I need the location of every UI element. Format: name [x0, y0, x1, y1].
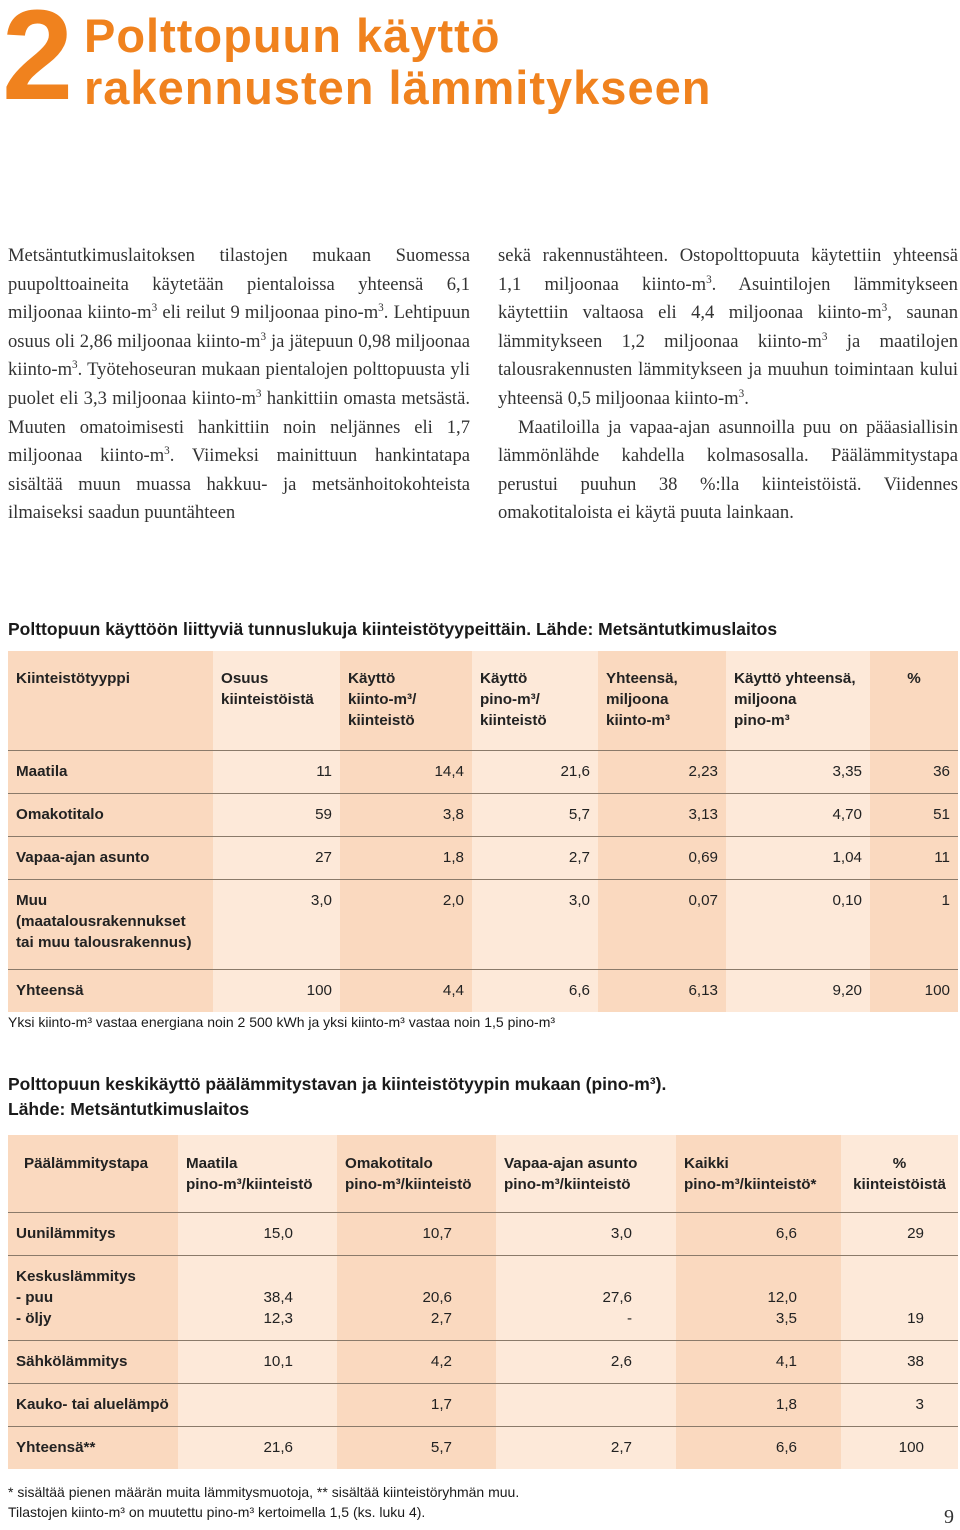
table1-cell-line-0: 11: [934, 849, 950, 866]
table1-row: [8, 880, 958, 970]
table1-cell: [870, 880, 958, 970]
table2-header-5: [841, 1135, 958, 1213]
table2-cell: [337, 1256, 496, 1341]
body-paragraph-1-g-left: . Viimeksi mainittuun hankintatapa sisältää muun muassa hakkuu- ja metsänhoitokohteista ilmaiseksi saadun puuntähteen: [8, 445, 470, 524]
table1-header-6: [870, 651, 958, 751]
table2-header-0: [8, 1135, 178, 1213]
table1-cell-line-0: 2,7: [568, 849, 590, 866]
table1-header-2-line-1: kiinto-m³/: [348, 691, 417, 708]
table1-header-5-line-0: Käyttö yhteensä,: [734, 670, 856, 687]
table2-cell-line-0: 3,0: [610, 1225, 632, 1242]
table1-row-label-line-1: (maatalousrakennukset: [16, 913, 186, 930]
table2-cell-line-2: 2,7: [430, 1310, 452, 1327]
table2-header-5-line-0: %: [892, 1155, 907, 1172]
table2-header-4-line-1: pino-m³/kiinteistö*: [684, 1176, 817, 1193]
table1-cell: [213, 794, 340, 837]
table1-cell: [213, 837, 340, 880]
table1-cell: [472, 970, 598, 1012]
table2-cell-line-0: 1,7: [430, 1396, 452, 1413]
table2-row-label-line-0: Keskuslämmitys: [16, 1268, 136, 1285]
table2-cell-line-2: -: [626, 1310, 632, 1327]
chapter-title: [84, 10, 711, 114]
table2-header-3: [496, 1135, 676, 1213]
table2-footnote-2: Tilastojen kiinto-m³ on muutettu pino-m³ kertoimella 1,5 (ks. luku 4).: [8, 1504, 426, 1520]
table2-cell-line-0: [684, 1266, 797, 1287]
table1-cell: [598, 751, 726, 794]
table1-cell: [213, 880, 340, 970]
table1-caption: Polttopuun käyttöön liittyviä tunnuslukuja kiinteistötyypeittäin. Lähde: Metsäntutkimuslaitos: [8, 619, 778, 639]
table1-cell: [340, 880, 472, 970]
table2-row-label: [8, 1213, 178, 1256]
table2-cell: [178, 1384, 337, 1427]
table2-header-1: [178, 1135, 337, 1213]
table1-header-4-line-1: miljoona: [606, 691, 669, 708]
table2-cell-line-0: 1,8: [775, 1396, 797, 1413]
table2-cell: [337, 1427, 496, 1469]
table2-header-3-line-1: pino-m³/kiinteistö: [504, 1176, 631, 1193]
table2-cell: [496, 1384, 676, 1427]
table1-cell-line-0: 27: [315, 849, 332, 866]
table1-row-label-line-0: Maatila: [16, 763, 68, 780]
table1-row-label-line-0: Vapaa-ajan asunto: [16, 849, 150, 866]
table1-header-4-line-0: Yhteensä,: [606, 670, 678, 687]
table1-cell-line-0: 4,4: [442, 982, 464, 999]
table1-note: Yksi kiinto-m³ vastaa energiana noin 2 500 kWh ja yksi kiinto-m³ vastaa noin 1,5 pino-m³: [8, 1014, 556, 1030]
table1-header-2-line-0: Käyttö: [348, 670, 396, 687]
table1-cell: [340, 751, 472, 794]
table2-cell: [496, 1213, 676, 1256]
table2-cell-line-2: 3,5: [775, 1310, 797, 1327]
table2-cell-line-0: 2,6: [610, 1353, 632, 1370]
table2-cell: [337, 1213, 496, 1256]
table1-cell-line-0: 11: [316, 763, 332, 780]
table2-header-2: [337, 1135, 496, 1213]
table1-cell-line-0: 3,0: [310, 892, 332, 909]
table1-cell-line-0: 3,13: [688, 806, 718, 823]
table2-row-label: [8, 1384, 178, 1427]
table1-cell: [870, 751, 958, 794]
table2-header-0-line-0: Päälämmitystapa: [24, 1155, 149, 1172]
table2-cell-line-2: 19: [907, 1310, 924, 1327]
table2-cell: [178, 1427, 337, 1469]
table1-cell-line-0: 2,0: [442, 892, 464, 909]
table1-row: [8, 837, 958, 880]
table1-cell: [340, 837, 472, 880]
table1-cell: [598, 970, 726, 1012]
table1-header-3-line-1: pino-m³/: [480, 691, 540, 708]
table1-row-label: [8, 970, 213, 1012]
table2-row-label: [8, 1427, 178, 1469]
body-column-right: [498, 242, 958, 528]
table1-cell: [726, 837, 870, 880]
table1-header-4-line-2: kiinto-m³: [606, 712, 671, 729]
table1-cell: [213, 970, 340, 1012]
body-paragraph-1-cont: sekä rakennustähteen. Ostopolttopuuta käytettiin yhteensä 1,1 miljoonaa kiinto-$m^3$. Asuintilojen lämmitykseen käytettiin valtaosa eli 4,4 miljoonaa kiinto-$m^3$, saunan lämmitykseen 1,2 miljoonaa kiinto-$m^3$ ja maatilojen talousrakennusten lämmitykseen ja muuhun toimintaan kului yhteensä 0,5 miljoonaa kiinto-$m^3$.: [498, 245, 958, 409]
table2-cell-line-0: 100: [898, 1439, 924, 1456]
table1-header-6-line-0: %: [907, 670, 921, 687]
table1-cell-line-0: 5,7: [568, 806, 590, 823]
table2-cell-line-0: 6,6: [775, 1439, 797, 1456]
table1-header-0-line-0: Kiinteistötyyppi: [16, 670, 130, 687]
table2-cell-line-0: [504, 1394, 632, 1415]
table2-cell-line-0: [186, 1394, 293, 1415]
table1-header-4: [598, 651, 726, 751]
table2-cell-line-0: [849, 1266, 924, 1287]
table1-cell-line-0: 1,8: [442, 849, 464, 866]
table2-cell: [676, 1213, 841, 1256]
table2: [8, 1135, 958, 1469]
table1-cell-line-0: 0,69: [688, 849, 718, 866]
table2-row: [8, 1384, 958, 1427]
table1-header-5: [726, 651, 870, 751]
table1-row-label-line-2: tai muu talousrakennus): [16, 934, 192, 951]
table1-header-3-line-0: Käyttö: [480, 670, 528, 687]
table2-cell-line-0: 4,2: [430, 1353, 452, 1370]
table2-row-label-line-0: Sähkölämmitys: [16, 1353, 128, 1370]
table1-cell-line-0: 3,8: [442, 806, 464, 823]
table2-cell-line-0: 29: [907, 1225, 924, 1242]
table1-cell: [870, 970, 958, 1012]
table1-row: [8, 970, 958, 1012]
table2-cell-line-0: 2,7: [610, 1439, 632, 1456]
table1-header-3-line-2: kiinteistö: [480, 712, 547, 729]
table2-row: [8, 1427, 958, 1469]
table2-cell: [841, 1341, 958, 1384]
table1-header-5-line-2: pino-m³: [734, 712, 790, 729]
table1-cell-line-0: 1,04: [832, 849, 862, 866]
table2-cell-line-0: 3: [915, 1396, 924, 1413]
table1-cell: [472, 880, 598, 970]
table1-cell: [213, 751, 340, 794]
body-paragraph-1-g-right: sekä rakennustähteen. Ostopolttopuuta käytettiin yhteensä 1,1 miljoonaa kiinto-m: [498, 245, 958, 295]
chapter-title-line2: rakennusten lämmitykseen: [84, 61, 712, 114]
table2-cell-line-0: 4,1: [775, 1353, 797, 1370]
table2-cell: [178, 1341, 337, 1384]
table2-cell: [676, 1256, 841, 1341]
table1-cell: [472, 751, 598, 794]
table2-cell-line-0: 6,6: [775, 1225, 797, 1242]
table1-cell: [870, 837, 958, 880]
table2-cell-line-0: 21,6: [263, 1439, 293, 1456]
table1-cell: [598, 880, 726, 970]
table2-cell-line-0: 10,7: [422, 1225, 452, 1242]
table1-cell-line-0: 36: [933, 763, 950, 780]
table2-row-label-line-0: Yhteensä**: [16, 1439, 96, 1456]
table1-cell-line-0: 3,35: [832, 763, 862, 780]
chapter-title-line1: Polttopuun käyttö: [84, 9, 501, 62]
table2-cell-line-0: [504, 1266, 632, 1287]
table2-header-2-line-0: Omakotitalo: [345, 1155, 433, 1172]
table2-header-1-line-0: Maatila: [186, 1155, 238, 1172]
table1-cell-line-0: 1: [941, 892, 950, 909]
table2-cell-line-0: 5,7: [430, 1439, 452, 1456]
table1-cell-line-0: 100: [924, 982, 950, 999]
table2-cell: [496, 1256, 676, 1341]
table1-row-label: [8, 794, 213, 837]
table2-cell: [841, 1213, 958, 1256]
table2-footnote-1: * sisältää pienen määrän muita lämmitysmuotoja, ** sisältää kiinteistöryhmän muu.: [8, 1484, 520, 1500]
table1-cell-line-0: 100: [306, 982, 332, 999]
table1-row-label: [8, 751, 213, 794]
table1-header-1-line-0: Osuus: [221, 670, 269, 687]
table1-cell-line-0: 14,4: [434, 763, 464, 780]
table1-cell-line-0: 59: [315, 806, 332, 823]
table2-row-label-line-0: Uunilämmitys: [16, 1225, 116, 1242]
table1-header-1: [213, 651, 340, 751]
table2-row: [8, 1256, 958, 1341]
table2-header-5-line-1: kiinteistöistä: [853, 1176, 946, 1193]
table2-cell: [676, 1427, 841, 1469]
table2-cell-line-0: [345, 1266, 452, 1287]
table2-header-3-line-0: Vapaa-ajan asunto: [504, 1155, 638, 1172]
table1-cell: [340, 970, 472, 1012]
table2-row: [8, 1213, 958, 1256]
table2-footnotes: [8, 1482, 519, 1522]
table1-cell: [726, 880, 870, 970]
table1-cell-line-0: 3,0: [568, 892, 590, 909]
table2-cell: [337, 1384, 496, 1427]
table2-row-label: [8, 1341, 178, 1384]
table2-cell: [178, 1213, 337, 1256]
table1-cell: [472, 837, 598, 880]
table2-caption: [8, 1072, 666, 1122]
table1-cell-line-0: 51: [933, 806, 950, 823]
table1-header-2-line-2: kiinteistö: [348, 712, 415, 729]
table2-cell-line-1: 27,6: [602, 1289, 632, 1306]
table2-cell: [337, 1341, 496, 1384]
table2-caption-line1: Polttopuun keskikäyttö päälämmitystavan ja kiinteistötyypin mukaan (pino-m³).: [8, 1074, 667, 1094]
table2-cell-line-0: 10,1: [263, 1353, 293, 1370]
table2-header-4-line-0: Kaikki: [684, 1155, 729, 1172]
table1-row-label-line-0: Omakotitalo: [16, 806, 104, 823]
table2-header-2-line-1: pino-m³/kiinteistö: [345, 1176, 472, 1193]
table2-cell: [676, 1341, 841, 1384]
table2-row-label: [8, 1256, 178, 1341]
table1-cell: [340, 794, 472, 837]
table2-cell: [841, 1427, 958, 1469]
table1-cell: [726, 751, 870, 794]
table1-header-1-line-1: kiinteistöistä: [221, 691, 314, 708]
table2-cell: [841, 1384, 958, 1427]
table1-cell-line-0: 0,10: [832, 892, 862, 909]
table1: [8, 651, 958, 1012]
table2-cell: [841, 1256, 958, 1341]
table1-cell: [870, 794, 958, 837]
table2-cell-line-0: 38: [907, 1353, 924, 1370]
table1-cell-line-0: 6,6: [568, 982, 590, 999]
table2-cell-line-1: [849, 1287, 924, 1308]
table1-row-label-line-0: Yhteensä: [16, 982, 84, 999]
table1-cell-line-0: 4,70: [832, 806, 862, 823]
body-column-left: [8, 242, 470, 528]
table1-cell-line-0: 6,13: [688, 982, 718, 999]
table2-cell-line-1: 38,4: [263, 1289, 293, 1306]
table1-row: [8, 751, 958, 794]
table2-row-label-line-2: - öljy: [16, 1310, 52, 1327]
body-paragraph-1: Metsäntutkimuslaitoksen tilastojen mukaan Suomessa puupolttoaineita käytetään pientaloissa yhteensä 6,1 miljoonaa kiinto-$m^3$ eli reilut 9 miljoonaa pino-$m^3$. Lehtipuun osuus oli 2,86 miljoonaa kiinto-$m^3$ ja jätepuun 0,98 miljoonaa kiinto-$m^3$. Työtehoseuran mukaan pientalojen polttopuusta yli puolet eli 3,3 miljoonaa kiinto-$m^3$ hankittiin omasta metsästä. Muuten omatoimisesti hankittiin noin neljännes eli 1,7 miljoonaa kiinto-$m^3$. Viimeksi mainittuun hankintatapa sisältää muun muassa hakkuu- ja metsänhoitokohteista ilmaiseksi saadun puuntähteen: [8, 245, 471, 524]
table1-row-label: [8, 837, 213, 880]
table2-row-label-line-0: Kauko- tai aluelämpö: [16, 1396, 169, 1413]
table2-row-label-line-1: - puu: [16, 1289, 54, 1306]
table2-cell: [676, 1384, 841, 1427]
table1-cell: [726, 794, 870, 837]
table2-cell-line-0: [186, 1266, 293, 1287]
table2-cell: [178, 1256, 337, 1341]
table1-header-0: [8, 651, 213, 751]
body-paragraph-2: Maatiloilla ja vapaa-ajan asunnoilla puu on pääasiallisin lämmönlähde kahdella kolmasosalla. Päälämmitystapa perustui puuhun 38 %:lla kiinteistöistä. Viidennes omakotitaloista ei käytä puuta lainkaan.: [498, 416, 958, 524]
table1-row: [8, 794, 958, 837]
table1-cell-line-0: 2,23: [688, 763, 718, 780]
table2-caption-line2: Lähde: Metsäntutkimuslaitos: [8, 1099, 250, 1119]
table1-cell-line-0: 0,07: [688, 892, 718, 909]
table2-cell: [496, 1341, 676, 1384]
chapter-number: 2: [2, 0, 70, 127]
table1-row-label-line-0: Muu: [16, 892, 48, 909]
table1-cell: [598, 794, 726, 837]
table1-cell: [472, 794, 598, 837]
table2-header-1-line-1: pino-m³/kiinteistö: [186, 1176, 313, 1193]
table1-cell: [598, 837, 726, 880]
table1-row-label: [8, 880, 213, 970]
table1-header-2: [340, 651, 472, 751]
page-number: 9: [944, 1506, 954, 1528]
table1-header-3: [472, 651, 598, 751]
table2-cell-line-1: 20,6: [422, 1289, 452, 1306]
table1-header-5-line-1: miljoona: [734, 691, 797, 708]
table2-row: [8, 1341, 958, 1384]
table1-cell-line-0: 9,20: [832, 982, 862, 999]
table2-cell-line-0: 15,0: [263, 1225, 293, 1242]
table2-cell-line-1: 12,0: [767, 1289, 797, 1306]
table1-cell: [726, 970, 870, 1012]
table1-cell-line-0: 21,6: [560, 763, 590, 780]
table2-cell-line-2: 12,3: [263, 1310, 293, 1327]
table2-header-4: [676, 1135, 841, 1213]
table2-cell: [496, 1427, 676, 1469]
